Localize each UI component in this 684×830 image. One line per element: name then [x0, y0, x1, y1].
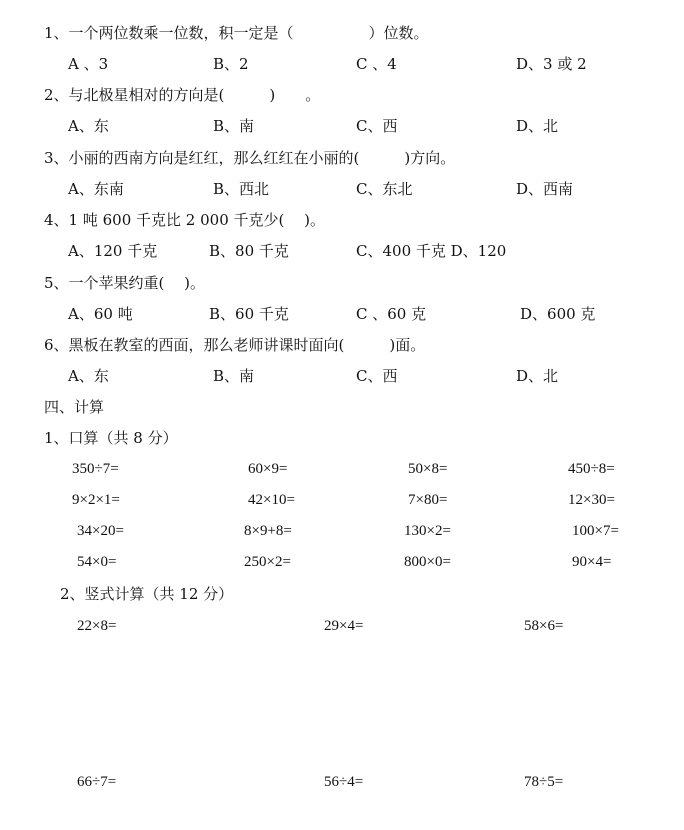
oral-item: 54×0= [77, 554, 117, 570]
question-4-option-c-d: C、400 千克 D、120 [356, 242, 507, 260]
oral-calc-title: 1、口算（共 8 分） [44, 429, 178, 447]
question-3-option-a: A、东南 [68, 180, 124, 198]
oral-item: 8×9+8= [244, 523, 292, 539]
question-3-option-c: C、东北 [356, 180, 413, 198]
vertical-item: 66÷7= [77, 774, 117, 790]
vertical-item: 58×6= [524, 618, 564, 634]
question-6-option-d: D、北 [516, 367, 559, 385]
question-5-stem: 5、一个苹果约重( )。 [44, 274, 206, 292]
vertical-item: 78÷5= [524, 774, 564, 790]
question-4-stem: 4、1 吨 600 千克比 2 000 千克少( )。 [44, 211, 325, 229]
question-5-option-b: B、60 千克 [209, 305, 289, 323]
question-4-option-a: A、120 千克 [68, 242, 158, 260]
question-1-option-c: C 、4 [356, 55, 397, 73]
oral-item: 50×8= [408, 461, 448, 477]
oral-item: 100×7= [572, 523, 619, 539]
oral-item: 450÷8= [568, 461, 615, 477]
oral-item: 800×0= [404, 554, 451, 570]
question-6-option-a: A、东 [68, 367, 109, 385]
question-1-stem: 1、一个两位数乘一位数，积一定是（ ）位数。 [44, 24, 429, 42]
question-6-stem: 6、黑板在教室的西面，那么老师讲课时面向( )面。 [44, 336, 426, 354]
oral-item: 130×2= [404, 523, 451, 539]
oral-item: 12×30= [568, 492, 615, 508]
oral-item: 9×2×1= [72, 492, 120, 508]
oral-item: 60×9= [248, 461, 288, 477]
question-5-option-c: C 、60 克 [356, 305, 427, 323]
vertical-item: 56÷4= [324, 774, 364, 790]
oral-item: 7×80= [408, 492, 448, 508]
question-1-option-a: A 、3 [68, 55, 109, 73]
question-2-option-d: D、北 [516, 117, 559, 135]
question-3-option-d: D、西南 [516, 180, 574, 198]
question-6-option-c: C、西 [356, 367, 398, 385]
question-6-option-b: B、南 [213, 367, 255, 385]
question-4-option-b: B、80 千克 [209, 242, 289, 260]
section-title: 四、计算 [44, 398, 105, 416]
question-2-option-a: A、东 [68, 117, 109, 135]
oral-item: 90×4= [572, 554, 612, 570]
question-5-option-d: D、600 克 [520, 305, 596, 323]
oral-item: 34×20= [77, 523, 124, 539]
question-3-stem: 3、小丽的西南方向是红红，那么红红在小丽的( )方向。 [44, 149, 456, 167]
question-1-option-b: B、2 [213, 55, 249, 73]
vertical-calc-title: 2、竖式计算（共 12 分） [60, 585, 234, 603]
oral-item: 42×10= [248, 492, 295, 508]
question-5-option-a: A、60 吨 [68, 305, 133, 323]
question-2-stem: 2、与北极星相对的方向是( ) 。 [44, 86, 321, 104]
vertical-item: 29×4= [324, 618, 364, 634]
question-3-option-b: B、西北 [213, 180, 270, 198]
question-2-option-c: C、西 [356, 117, 398, 135]
question-1-option-d: D、3 或 2 [516, 55, 587, 73]
vertical-item: 22×8= [77, 618, 117, 634]
question-2-option-b: B、南 [213, 117, 255, 135]
oral-item: 350÷7= [72, 461, 119, 477]
oral-item: 250×2= [244, 554, 291, 570]
